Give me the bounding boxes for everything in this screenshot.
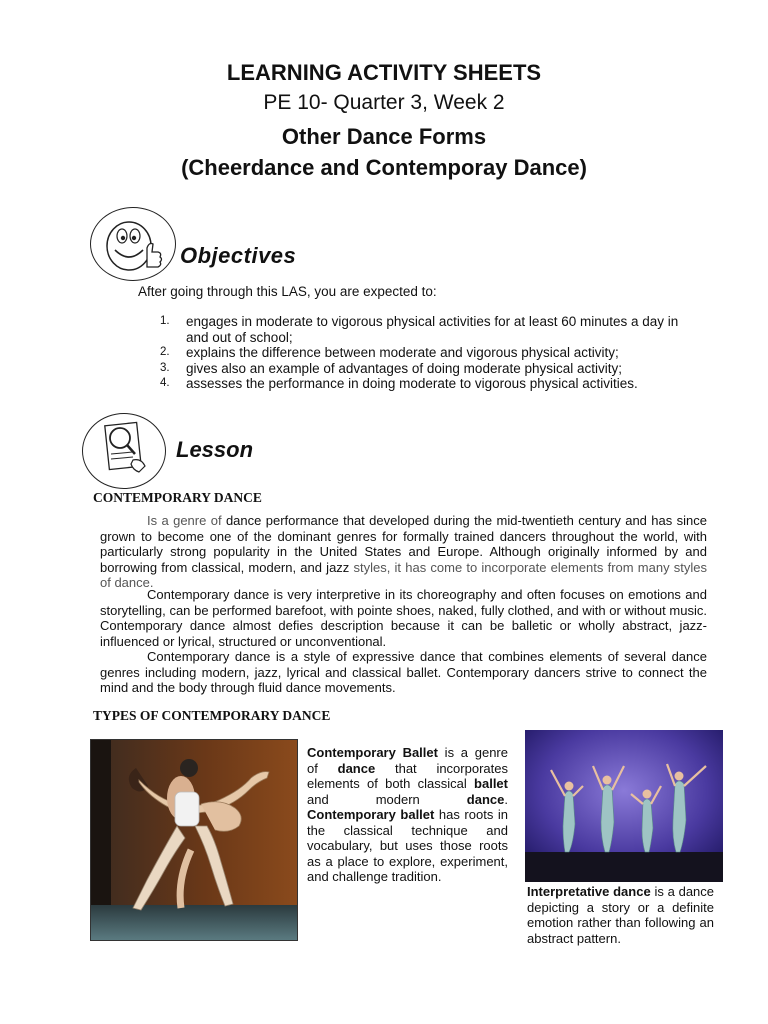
paragraph-body: dance performance that developed during the mid-twentieth century and has since grown to become one of the dominant genres for formally trained dancers throughout the world, with particularly strong popularity in the United States and Europe. Although originally informed by and borrowing from classical, modern, and jazz <box>100 513 707 575</box>
lesson-paragraph-3: Contemporary dance is a style of expressive dance that combines elements of several dance genres including modern, jazz, lyrical and classical ballet. Contemporary dancers strive to connect the mind and the body through fluid dance movements. <box>100 649 707 695</box>
objectives-list <box>160 314 680 392</box>
objectives-heading: Objectives <box>180 243 297 268</box>
topic-title: Other Dance Forms <box>281 124 487 149</box>
list-item <box>160 345 680 361</box>
desc-text: is a genre of <box>307 745 508 776</box>
lesson-heading: Lesson <box>176 437 254 462</box>
desc-text: has roots in the classical technique and vocabulary, but uses those roots as a place to explore, experiment, and challenge tradition. <box>307 807 508 884</box>
topic-subtitle: (Cheerdance and Contemporay Dance) <box>181 155 587 180</box>
list-text: assesses the performance in doing moderate to vigorous physical activities. <box>186 376 638 391</box>
magnifier-document-icon <box>82 413 166 489</box>
list-text: explains the difference between moderate and vigorous physical activity; <box>186 345 619 360</box>
types-heading: TYPES OF CONTEMPORARY DANCE <box>93 708 331 723</box>
desc-text: is a dance depicting a story or a definite emotion rather than following an abstract pattern. <box>527 884 715 946</box>
interpretative-dance-description <box>527 884 714 946</box>
list-number: 1. <box>160 315 170 327</box>
paragraph-tail: styles, it has come to incorporate elements from many styles of dance. <box>100 559 707 590</box>
lesson-paragraph-1 <box>100 513 707 591</box>
list-text: gives also an example of advantages of doing moderate physical activity; <box>186 360 623 376</box>
lesson-paragraph-2: Contemporary dance is very interpretive in its choreography and often focuses on emotions and storytelling, can be performed barefoot, with pointe shoes, naked, fully clothed, and with or without music. Contemporary dance almost defies description because it can be balletic or wholly abstract, jazz-influenced or lyrical, structured or unconventional. <box>100 587 707 649</box>
sheet-title: LEARNING ACTIVITY SHEETS <box>226 60 542 85</box>
desc-bold: ballet <box>474 776 508 791</box>
sheet-subtitle: PE 10- Quarter 3, Week 2 <box>263 91 505 114</box>
list-text: engages in moderate to vigorous physical activities for at least 60 minutes a day in and out of school; <box>186 314 679 345</box>
term-interpretative-dance: Interpretative dance <box>527 884 651 899</box>
contemporary-ballet-photo <box>90 739 298 941</box>
paragraph-lead: Is a genre of <box>147 513 226 528</box>
list-number: 2. <box>160 346 170 358</box>
term-contemporary-ballet: Contemporary Ballet <box>307 745 438 760</box>
desc-bold: dance <box>337 760 376 776</box>
list-number: 3. <box>160 361 170 374</box>
desc-bold: Contemporary ballet <box>307 807 435 822</box>
list-item <box>160 376 680 392</box>
contemporary-dance-heading: CONTEMPORARY DANCE <box>93 490 262 505</box>
list-item <box>160 314 680 345</box>
list-item <box>160 361 680 377</box>
desc-text: and modern <box>307 791 467 807</box>
smiley-thumbs-up-icon <box>90 207 176 281</box>
interpretative-dance-photo <box>525 730 723 882</box>
list-number: 4. <box>160 377 170 389</box>
contemporary-ballet-description <box>307 745 508 885</box>
desc-text: that incorporates elements of both classical <box>307 760 508 791</box>
desc-text: . <box>504 791 508 807</box>
objectives-intro: After going through this LAS, you are expected to: <box>138 284 437 299</box>
desc-bold: dance <box>466 791 505 807</box>
